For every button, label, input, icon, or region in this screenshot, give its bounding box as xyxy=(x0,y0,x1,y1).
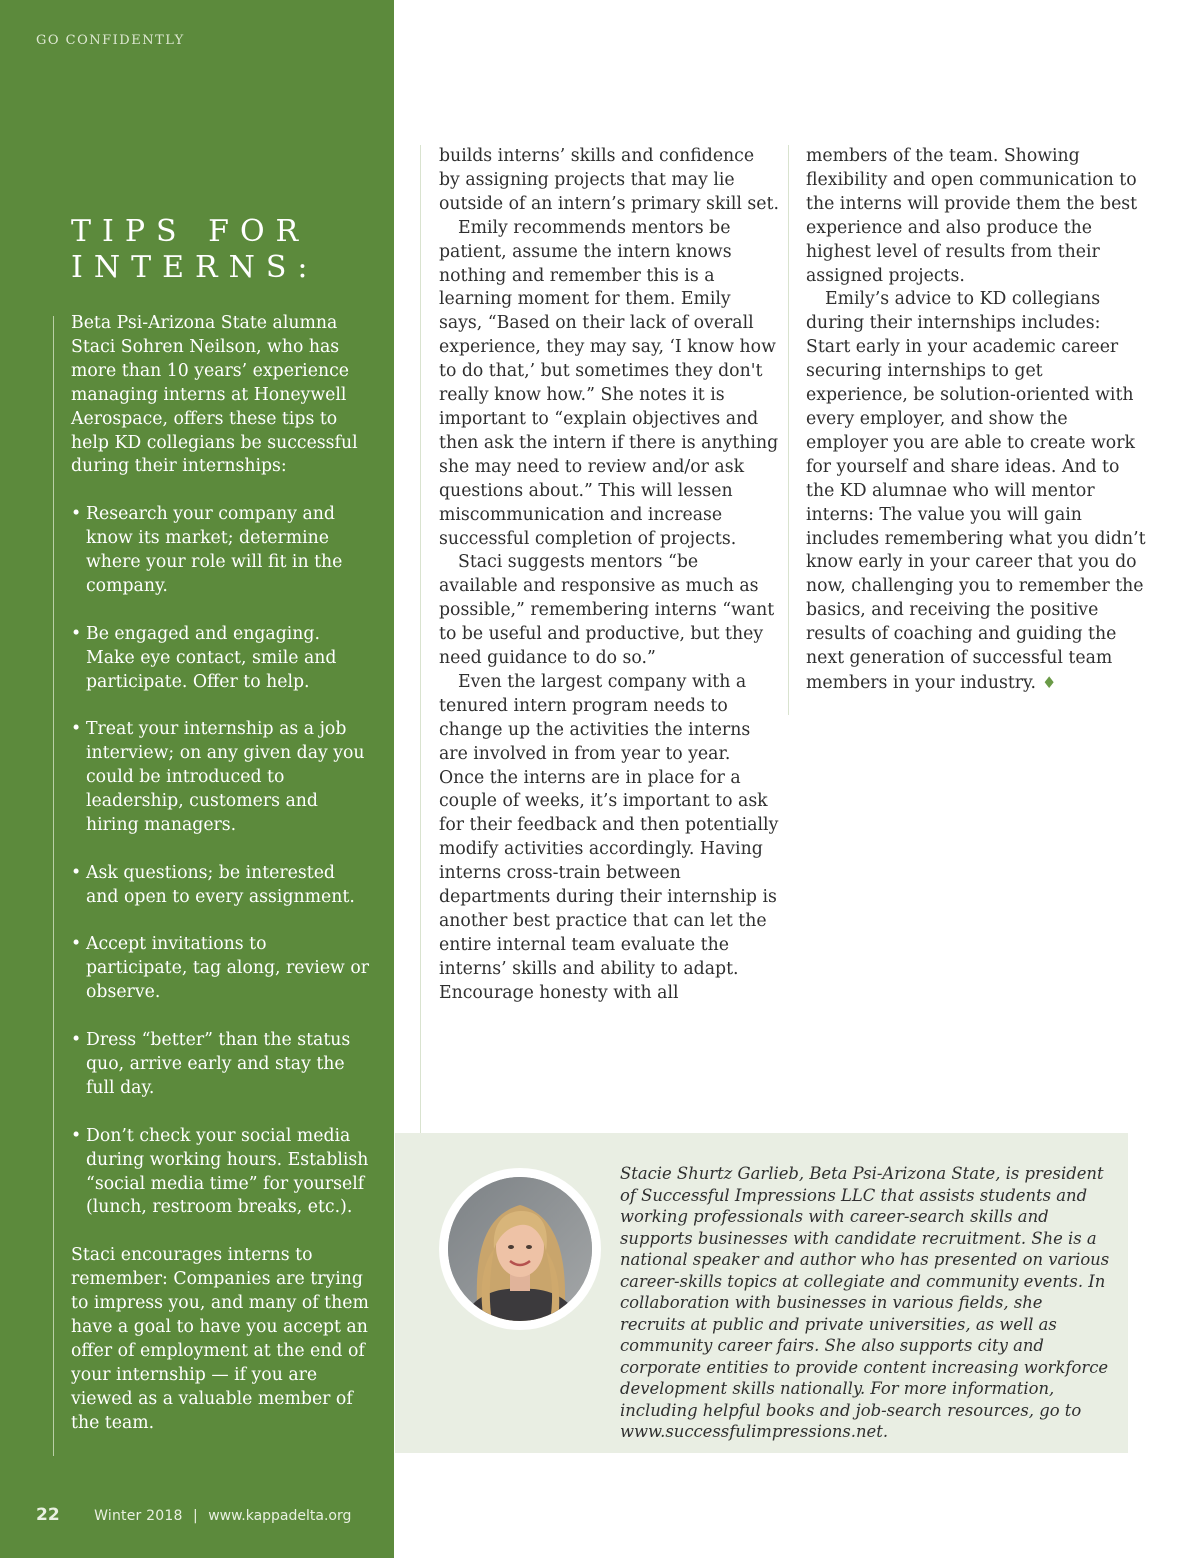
bullet-icon: • xyxy=(71,504,82,525)
tips-sidebar xyxy=(0,0,394,1558)
bullet-icon: • xyxy=(71,1125,82,1146)
bullet-icon: • xyxy=(71,623,82,644)
tip-text: Don’t check your social media during working hours. Establish “social media time” for yourself (lunch, restroom breaks, etc.). xyxy=(86,1125,369,1218)
tip-text: Dress “better” than the status quo, arrive early and stay the full day. xyxy=(86,1030,351,1098)
article-paragraph: Staci suggests mentors “be available and responsive as much as possible,” remembering interns “want to be useful and productive, but they need guidance to do so.” xyxy=(439,552,775,669)
bullet-icon: • xyxy=(71,1030,82,1051)
tip-item xyxy=(71,718,371,838)
tip-item xyxy=(71,503,371,599)
article-paragraph: members of the team. Showing flexibility and open communication to the interns will provide them the best experience and also produce the highest level of results from their assigned projects. xyxy=(806,146,1138,286)
tip-text: Accept invitations to participate, tag along, review or observe. xyxy=(86,934,369,1003)
page-footer xyxy=(36,1505,376,1525)
tip-item xyxy=(71,623,371,695)
section-label: GO CONFIDENTLY xyxy=(36,33,185,48)
tip-item xyxy=(71,1029,371,1101)
article-paragraph: builds interns’ skills and confidence by assigning projects that may lie outside of an intern’s primary skill set. xyxy=(439,146,779,214)
sidebar-body xyxy=(71,312,371,1459)
tip-item xyxy=(71,862,371,910)
bullet-icon: • xyxy=(71,862,82,883)
footer-separator: | xyxy=(193,1508,198,1524)
tip-text: Be engaged and engaging. Make eye contact, smile and participate. Offer to help. xyxy=(86,623,337,692)
footer-website-link[interactable]: www.kappadelta.org xyxy=(208,1508,352,1524)
article-paragraph: Even the largest company with a tenured intern program needs to change up the activities the interns are involved in from year to year. Once the interns are in place for a couple of weeks, it’s important to ask for their feedback and then potentially modify activities accordingly. Having interns cross-train between departments during their internship is another best practice that can let the entire internal team evaluate the interns’ skills and ability to adapt. Encourage honesty with all xyxy=(439,671,779,1003)
bullet-icon: • xyxy=(71,719,82,740)
tips-list xyxy=(71,503,371,1220)
sidebar-title xyxy=(71,214,371,286)
article-paragraph: Emily recommends mentors be patient, assume the intern knows nothing and remember this is a learning moment for them. Emily says, “Based on their lack of overall experience, they may say, ‘I know how to do that,’ but sometimes they don't really know how.” She notes it is important to “explain objectives and then ask the intern if there is anything she may need to review and/or ask questions about.” This will lessen miscommunication and increase successful completion of projects. xyxy=(439,217,779,549)
end-diamond-icon: ♦ xyxy=(1042,672,1057,692)
column-divider xyxy=(420,145,421,1133)
tip-text: Ask questions; be interested and open to every assignment. xyxy=(86,862,355,907)
bullet-icon: • xyxy=(71,934,82,955)
sidebar-intro: Beta Psi-Arizona State alumna Staci Sohren Neilson, who has more than 10 years’ experience managing interns at Honeywell Aerospace, offers these tips to help KD collegians be successful during their internships: xyxy=(71,313,358,477)
sidebar-closing: Staci encourages interns to remember: Companies are trying to impress you, and many of them have a goal to have you accept an offer of employment at the end of your internship — if you are viewed as a valuable member of the team. xyxy=(71,1245,369,1433)
sidebar-title-line-1: TIPS FOR xyxy=(71,214,310,249)
author-bio-text: Stacie Shurtz Garlieb, Beta Psi-Arizona State, is president of Successful Impressions LLC that assists students and working professionals with career-search skills and supports businesses with candidate recruitment. She is a national speaker and author who has presented on various career-skills topics at collegiate and community events. In collaboration with businesses in various fields, she recruits at public and private universities, as well as community career fairs. She also supports city and corporate entities to provide content increasing workforce development skills nationally. For more information, including helpful books and job-search resources, go to www.successfulimpressions.net. xyxy=(620,1164,1110,1441)
issue-date: Winter 2018 xyxy=(94,1508,183,1524)
author-photo-icon xyxy=(448,1177,592,1321)
sidebar-title-line-2: INTERNS: xyxy=(71,250,319,285)
tip-item xyxy=(71,933,371,1005)
tip-item xyxy=(71,1125,371,1221)
page-number: 22 xyxy=(36,1505,60,1525)
column-divider xyxy=(788,145,789,715)
article-column-1 xyxy=(439,145,779,1006)
article-paragraph-text: Emily’s advice to KD collegians during their internships includes: Start early in your academic career securing internships to get experience, be solution-oriented with every employer, and show the employer you are able to create work for yourself and share ideas. And to the KD alumnae who will mentor interns: The value you will gain includes remembering what you didn’t know early in your career that you do now, challenging you to remember the basics, and receiving the positive results of coaching and guiding the next generation of successful team members in your industry. xyxy=(806,289,1146,693)
tip-text: Treat your internship as a job interview; on any given day you could be introduced to leadership, customers and hiring managers. xyxy=(86,719,365,835)
author-photo xyxy=(448,1177,592,1321)
article-paragraph xyxy=(806,288,1146,695)
sidebar-divider xyxy=(53,316,54,1456)
article-column-2 xyxy=(806,145,1146,696)
tip-text: Research your company and know its market; determine where your role will fit in the company. xyxy=(86,504,343,596)
